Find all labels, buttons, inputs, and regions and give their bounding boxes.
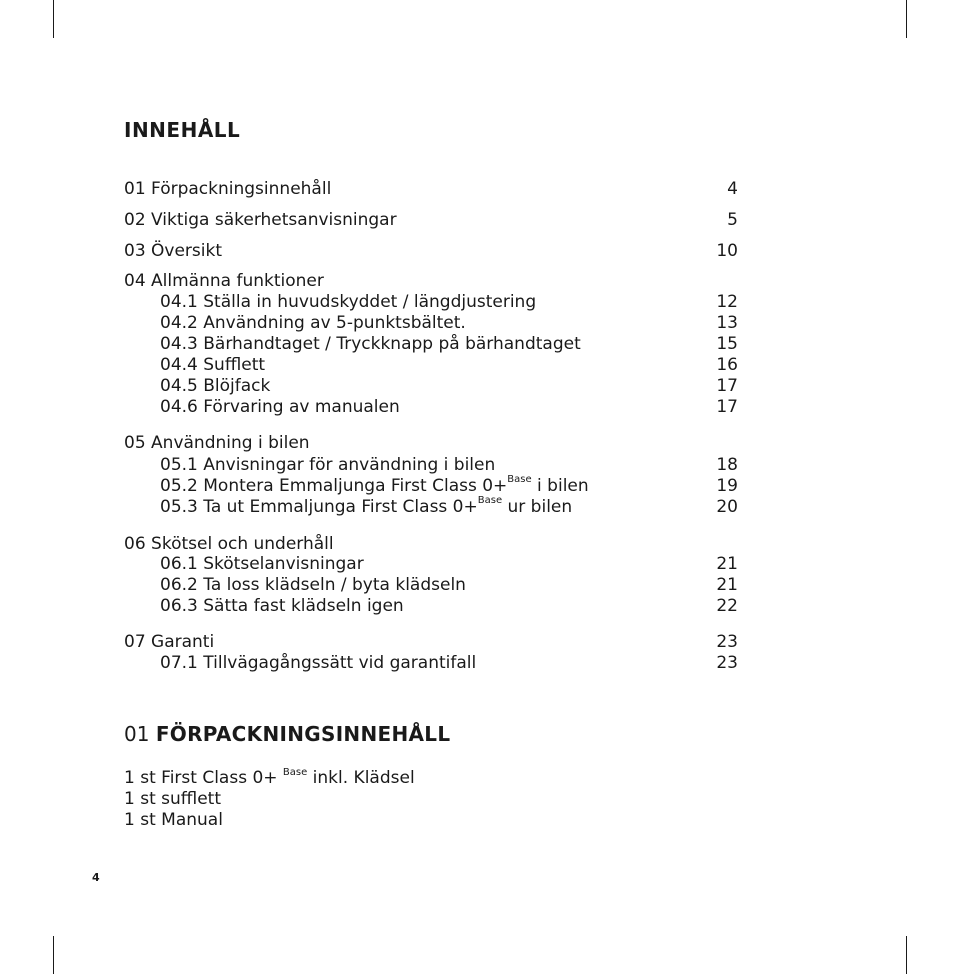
toc-entry-title: 02 Viktiga säkerhetsanvisningar bbox=[124, 210, 397, 230]
toc-entry-title-main: 05.3 Ta ut Emmaljunga First Class 0+ bbox=[160, 497, 478, 517]
toc-entry-title: 04.2 Användning av 5-punktsbältet. bbox=[160, 313, 466, 333]
toc-entry-title: 06.1 Skötselanvisningar bbox=[160, 554, 364, 574]
base-superscript: Base bbox=[282, 767, 308, 778]
toc-entry-page: 19 bbox=[716, 476, 738, 496]
toc-entry-title: 04.1 Ställa in huvudskyddet / längdjustering bbox=[160, 292, 537, 312]
toc-subentry[interactable] bbox=[160, 291, 738, 313]
toc-entry-page: 15 bbox=[716, 334, 738, 354]
item-text: 1 st First Class 0+ bbox=[124, 768, 283, 788]
toc-entry-title: 05.1 Anvisningar för användning i bilen bbox=[160, 455, 496, 475]
base-superscript: Base bbox=[507, 474, 532, 485]
toc-subentry[interactable] bbox=[160, 574, 738, 596]
toc-entry-page: 17 bbox=[716, 397, 738, 417]
toc-entry-page: 16 bbox=[716, 355, 738, 375]
package-content-item: 1 st sufflett bbox=[124, 789, 222, 809]
toc-entry-title-main: 05.2 Montera Emmaljunga First Class 0+ bbox=[160, 476, 508, 496]
section-title bbox=[124, 721, 450, 747]
toc-entry-title: 06.2 Ta loss klädseln / byta klädseln bbox=[160, 575, 466, 595]
toc-entry-page: 21 bbox=[716, 554, 738, 574]
toc-entry-title: 04.3 Bärhandtaget / Tryckknapp på bärhandtaget bbox=[160, 334, 581, 354]
toc-entry-title: 04 Allmänna funktioner bbox=[124, 271, 324, 291]
toc-subentry[interactable] bbox=[160, 333, 738, 355]
toc-section-heading[interactable] bbox=[124, 270, 738, 292]
toc-subentry[interactable] bbox=[160, 475, 738, 497]
toc-entry-title bbox=[160, 475, 589, 497]
toc-entry-title bbox=[160, 496, 572, 518]
toc-entry-page: 23 bbox=[716, 632, 738, 652]
toc-entry-page: 5 bbox=[727, 210, 738, 230]
toc-entry-page: 18 bbox=[716, 455, 738, 475]
toc-entry-title: 05 Användning i bilen bbox=[124, 433, 310, 453]
toc-subentry[interactable] bbox=[160, 312, 738, 334]
crop-mark-top-right bbox=[906, 0, 907, 38]
toc-subentry[interactable] bbox=[160, 354, 738, 376]
toc-entry-page: 22 bbox=[716, 596, 738, 616]
toc-entry-title: 04.5 Blöjfack bbox=[160, 376, 271, 396]
toc-entry[interactable] bbox=[124, 178, 738, 200]
toc-entry[interactable] bbox=[124, 209, 738, 231]
toc-entry-page: 17 bbox=[716, 376, 738, 396]
toc-entry-title-suffix: i bilen bbox=[531, 476, 589, 496]
section-number: 01 bbox=[124, 722, 150, 746]
toc-entry-title: 04.6 Förvaring av manualen bbox=[160, 397, 400, 417]
toc-entry-title: 04.4 Sufflett bbox=[160, 355, 266, 375]
base-superscript: Base bbox=[477, 495, 503, 506]
toc-entry-page: 10 bbox=[716, 241, 738, 261]
toc-heading: INNEHÅLL bbox=[124, 118, 241, 142]
toc-section-heading[interactable] bbox=[124, 533, 738, 555]
package-content-item bbox=[124, 767, 415, 789]
toc-entry-title: 07.1 Tillvägagångssätt vid garantifall bbox=[160, 653, 477, 673]
toc-entry-title: 07 Garanti bbox=[124, 632, 215, 652]
section-title-text: FÖRPACKNINGSINNEHÅLL bbox=[155, 722, 451, 746]
toc-entry-title: 06 Skötsel och underhåll bbox=[124, 534, 334, 554]
toc-entry[interactable] bbox=[124, 631, 738, 653]
toc-entry-title: 06.3 Sätta fast klädseln igen bbox=[160, 596, 404, 616]
crop-mark-bottom-right bbox=[906, 936, 907, 974]
crop-mark-bottom-left bbox=[53, 936, 54, 974]
toc-entry-page: 12 bbox=[716, 292, 738, 312]
toc-subentry[interactable] bbox=[160, 553, 738, 575]
package-content-item: 1 st Manual bbox=[124, 810, 223, 830]
toc-entry-page: 4 bbox=[727, 179, 738, 199]
toc-entry-page: 13 bbox=[716, 313, 738, 333]
toc-subentry[interactable] bbox=[160, 496, 738, 518]
toc-entry[interactable] bbox=[124, 240, 738, 262]
toc-subentry[interactable] bbox=[160, 396, 738, 418]
toc-subentry[interactable] bbox=[160, 454, 738, 476]
toc-section-heading[interactable] bbox=[124, 432, 738, 454]
toc-entry-page: 23 bbox=[716, 653, 738, 673]
toc-subentry[interactable] bbox=[160, 375, 738, 397]
page-number: 4 bbox=[92, 871, 100, 884]
toc-entry-title-suffix: ur bilen bbox=[502, 497, 573, 517]
toc-entry-page: 21 bbox=[716, 575, 738, 595]
toc-subentry[interactable] bbox=[160, 652, 738, 674]
toc-entry-page: 20 bbox=[716, 497, 738, 517]
toc-entry-title: 01 Förpackningsinnehåll bbox=[124, 179, 332, 199]
item-text-suffix: inkl. Klädsel bbox=[307, 768, 415, 788]
toc-entry-title: 03 Översikt bbox=[124, 241, 223, 261]
toc-subentry[interactable] bbox=[160, 595, 738, 617]
crop-mark-top-left bbox=[53, 0, 54, 38]
